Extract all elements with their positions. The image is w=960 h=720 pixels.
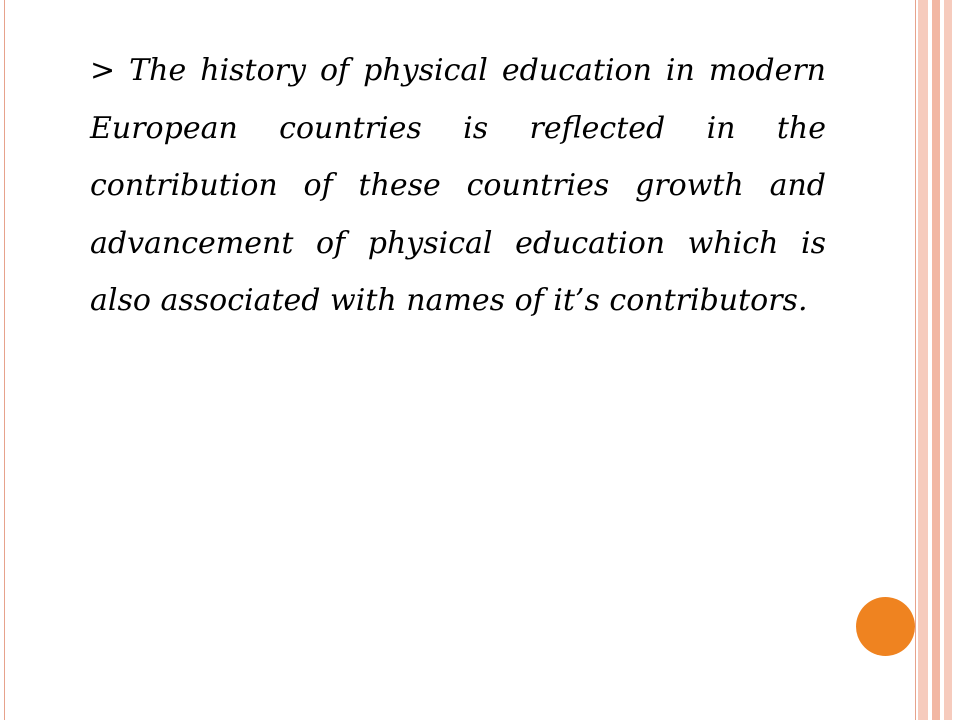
edge-stripe [918,0,928,720]
orange-circle-icon [856,597,915,656]
edge-stripe [944,0,952,720]
edge-stripe [932,0,940,720]
decorative-edge-stripes [916,0,960,720]
slide-body-text: > The history of physical education in modern European countries is reflected in the contribution of these countries growth and advancement of physical education which is also associated with names of it’s contributors. [90,53,826,318]
